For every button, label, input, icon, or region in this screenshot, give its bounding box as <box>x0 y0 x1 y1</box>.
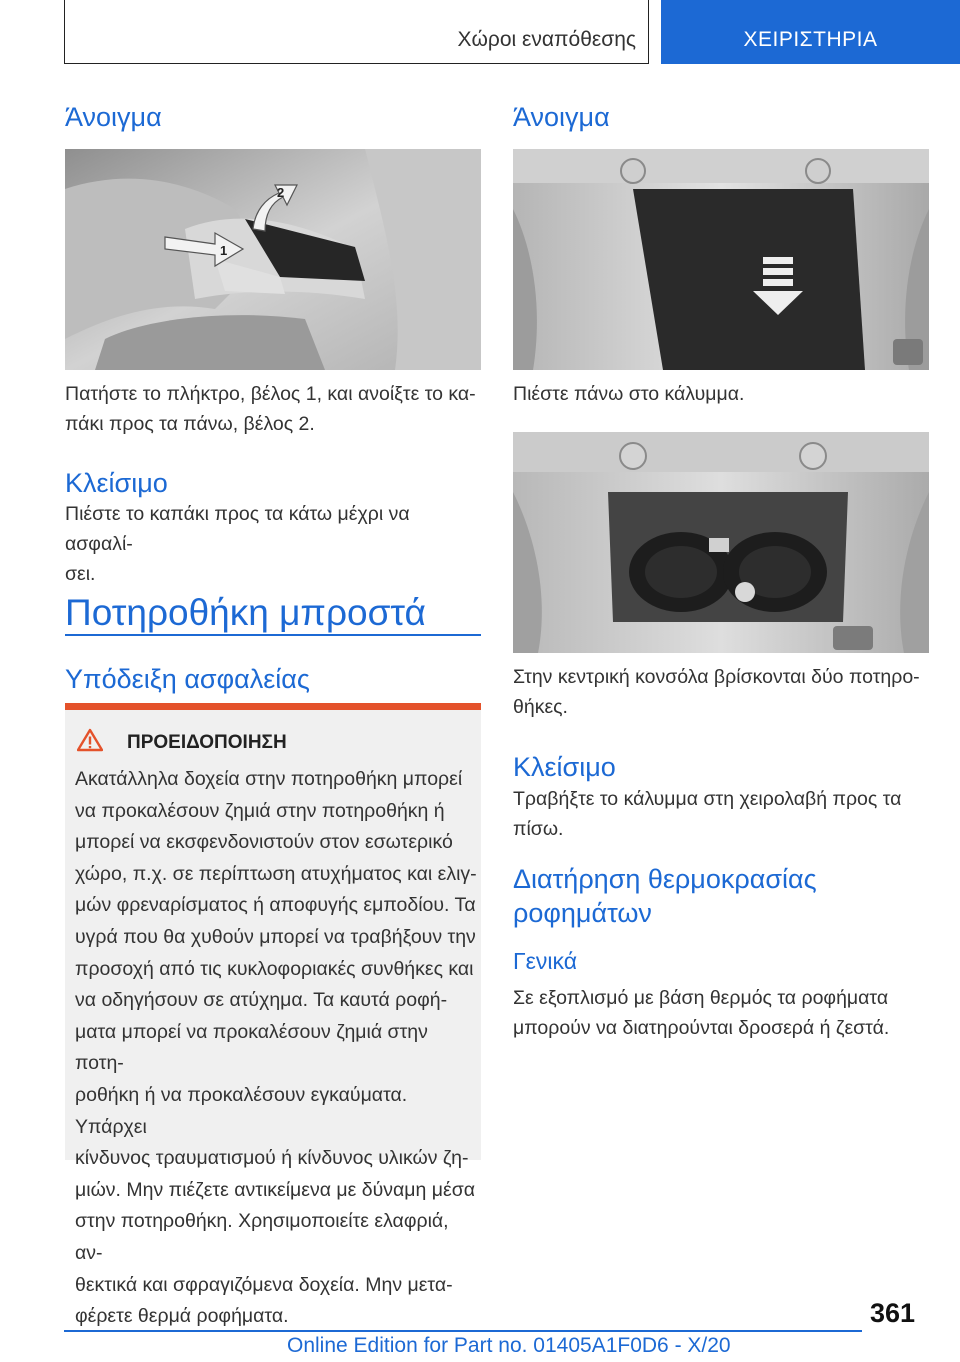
opening-text-line-2: πάκι προς τα πάνω, βέλος 2. <box>65 413 315 435</box>
arrow-label-1: 1 <box>220 243 228 258</box>
console-text <box>513 662 929 722</box>
closing-heading-right: Κλείσιμο <box>513 752 616 782</box>
warning-bar <box>65 703 481 710</box>
warning-line: στην ποτηροθήκη. Χρησιμοποιείτε ελαφριά, αν‐ <box>75 1210 449 1264</box>
warning-line: μιών. Μην πιέζετε αντικείμενα με δύναμη μέσα <box>75 1178 476 1201</box>
safety-heading: Υπόδειξη ασφαλείας <box>65 664 310 694</box>
maintain-temperature-heading <box>513 862 817 930</box>
console-text-line-1: Στην κεντρική κονσόλα βρίσκονται δύο ποτηρο‐ <box>513 666 920 688</box>
closing-text-right <box>513 784 929 844</box>
footer-rule <box>64 1330 862 1332</box>
closing-text-line-1: Πιέστε το καπάκι προς τα κάτω μέχρι να ασφαλί‐ <box>65 503 410 555</box>
opening-text-line-1: Πατήστε το πλήκτρο, βέλος 1, και ανοίξτε το κα‐ <box>65 383 476 405</box>
header-section-title: Χώροι εναπόθεσης <box>457 28 636 51</box>
console-cover-image <box>513 149 929 370</box>
warning-line: να οδηγήσουν σε ατύχημα. Τα καυτά ροφή‐ <box>75 989 448 1012</box>
opening-heading-right: Άνοιγμα <box>513 102 610 132</box>
maintain-heading-line-2: ροφημάτων <box>513 898 652 928</box>
warning-line: ροθήκη ή να προκαλέσουν εγκαύματα. Υπάρχει <box>75 1083 408 1138</box>
warning-line: φέρετε θερμά ροφήματα. <box>75 1305 289 1328</box>
main-heading-rule <box>65 634 481 636</box>
warning-line: υγρά που θα χυθούν μπορεί να τραβήξουν την <box>75 925 476 948</box>
warning-line: μπορεί να εκσφενδονιστούν στον εσωτερικό <box>75 831 453 854</box>
warning-title: ΠΡΟΕΙΔΟΠΟΙΗΣΗ <box>127 732 287 753</box>
closing-text-left <box>65 499 481 589</box>
warning-text <box>75 764 477 1333</box>
armrest-compartment-image <box>65 149 481 370</box>
warning-box <box>65 710 481 1328</box>
closing-text-line-2: πίσω. <box>513 818 564 840</box>
closing-heading-left: Κλείσιμο <box>65 468 168 498</box>
warning-line: κίνδυνος τραυματισμού ή κίνδυνος υλικών ζη‐ <box>75 1147 469 1170</box>
warning-line: ματα μπορεί να προκαλέσουν ζημιά στην ποτη‐ <box>75 1020 428 1075</box>
general-text <box>513 983 929 1043</box>
opening-heading-left: Άνοιγμα <box>65 102 162 132</box>
warning-line: να προκαλέσουν ζημιά στην ποτηροθήκη ή <box>75 799 445 822</box>
warning-line: προσοχή από τις κυκλοφοριακές συνθήκες και <box>75 957 474 980</box>
opening-text-left <box>65 379 481 439</box>
header-chapter-title: ΧΕΙΡΙΣΤΗΡΙΑ <box>743 28 878 51</box>
warning-line: μών φρεναρίσματος ή αποφυγής εμποδίου. Τα <box>75 894 476 917</box>
maintain-heading-line-1: Διατήρηση θερμοκρασίας <box>513 864 817 894</box>
page-number: 361 <box>870 1298 916 1328</box>
opening-text-right: Πιέστε πάνω στο κάλυμμα. <box>513 383 745 405</box>
closing-text-line-1: Τραβήξτε το κάλυμμα στη χειρολαβή προς τα <box>513 788 902 810</box>
closing-text-line-2: σει. <box>65 563 96 585</box>
warning-line: Ακατάλληλα δοχεία στην ποτηροθήκη μπορεί <box>75 768 463 790</box>
arrow-label-2: 2 <box>277 185 285 200</box>
footer-edition-link[interactable]: Online Edition for Part no. 01405A1F0D6 - X/20 <box>287 1334 731 1357</box>
warning-line: θεκτικά και σφραγιζόμενα δοχεία. Μην μετα‐ <box>75 1273 453 1296</box>
header-chapter-tab[interactable] <box>661 0 960 64</box>
general-text-line-2: μπορούν να διατηρούνται δροσερά ή ζεστά. <box>513 1017 890 1039</box>
warning-triangle-icon <box>77 728 103 752</box>
cupholder-image <box>513 432 929 653</box>
general-text-line-1: Σε εξοπλισμό με βάση θερμός τα ροφήματα <box>513 987 889 1009</box>
general-heading: Γενικά <box>513 948 578 974</box>
header-section-box <box>64 0 649 64</box>
main-heading: Ποτηροθήκη μπροστά <box>65 592 426 633</box>
console-text-line-2: θήκες. <box>513 696 568 718</box>
warning-line: χώρο, π.χ. σε περίπτωση ατυχήματος και ελιγ‐ <box>75 862 477 885</box>
